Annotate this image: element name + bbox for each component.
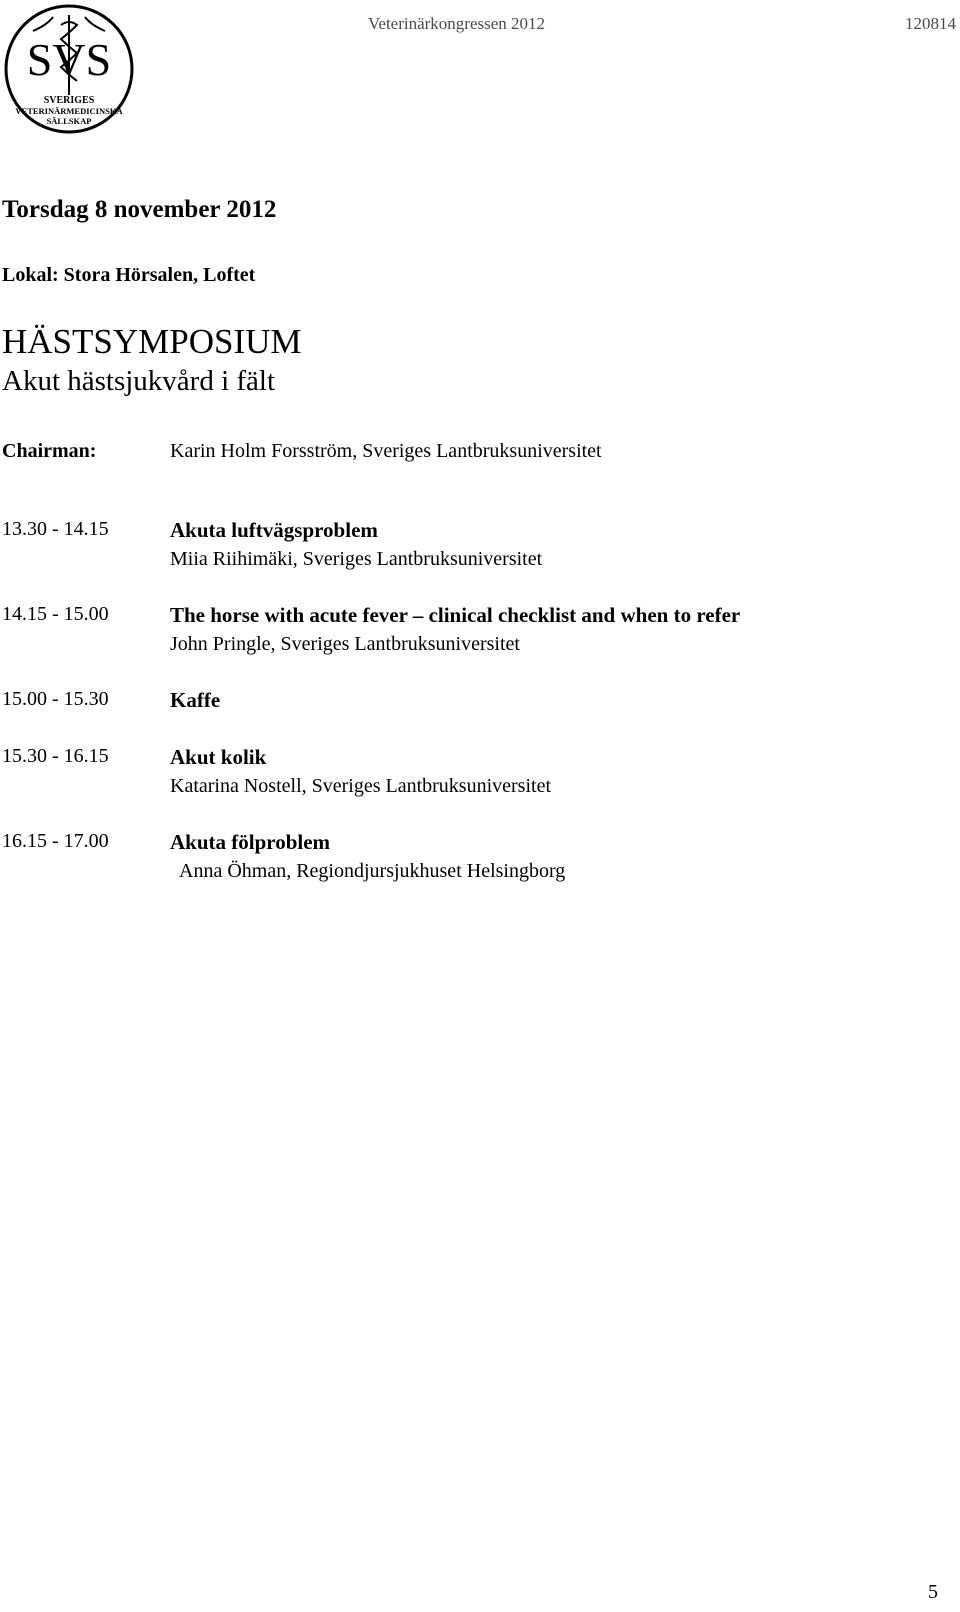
session-title: Kaffe (170, 688, 221, 712)
session-time: 14.15 - 15.00 (2, 603, 109, 625)
session-speaker: Anna Öhman, Regiondjursjukhuset Helsingborg (179, 860, 566, 882)
session-time: 16.15 - 17.00 (2, 830, 109, 852)
session-title: Akuta luftvägsproblem (170, 518, 378, 542)
symposium-title: HÄSTSYMPOSIUM (2, 322, 302, 361)
venue: Lokal: Stora Hörsalen, Loftet (2, 264, 256, 286)
chairman-name: Karin Holm Forsström, Sveriges Lantbruksuniversitet (170, 440, 602, 462)
session-time: 15.00 - 15.30 (2, 688, 109, 710)
session-title: The horse with acute fever – clinical checklist and when to refer (170, 603, 741, 627)
session-title: Akuta fölproblem (170, 830, 331, 854)
symposium-subtitle: Akut hästsjukvård i fält (2, 365, 276, 397)
session-speaker: John Pringle, Sveriges Lantbruksuniversitet (170, 633, 520, 655)
session-speaker: Miia Riihimäki, Sveriges Lantbruksuniversitet (170, 548, 543, 570)
svg-text:VETERINÄRMEDICINSKA: VETERINÄRMEDICINSKA (15, 106, 123, 116)
svg-text:SVERIGES: SVERIGES (43, 95, 95, 106)
chairman-label: Chairman: (2, 440, 97, 462)
document-code: 120814 (905, 14, 956, 33)
svg-text:SVS: SVS (26, 34, 112, 85)
day-date: Torsdag 8 november 2012 (2, 196, 277, 223)
session-time: 15.30 - 16.15 (2, 745, 109, 767)
event-name: Veterinärkongressen 2012 (368, 14, 546, 33)
session-title: Akut kolik (170, 745, 267, 769)
svs-seal-icon (3, 3, 135, 135)
session-speaker: Katarina Nostell, Sveriges Lantbruksuniversitet (170, 775, 552, 797)
page-number: 5 (928, 1581, 938, 1603)
svs-logo (3, 3, 135, 135)
session-time: 13.30 - 14.15 (2, 518, 109, 540)
svg-text:SÄLLSKAP: SÄLLSKAP (46, 116, 92, 126)
